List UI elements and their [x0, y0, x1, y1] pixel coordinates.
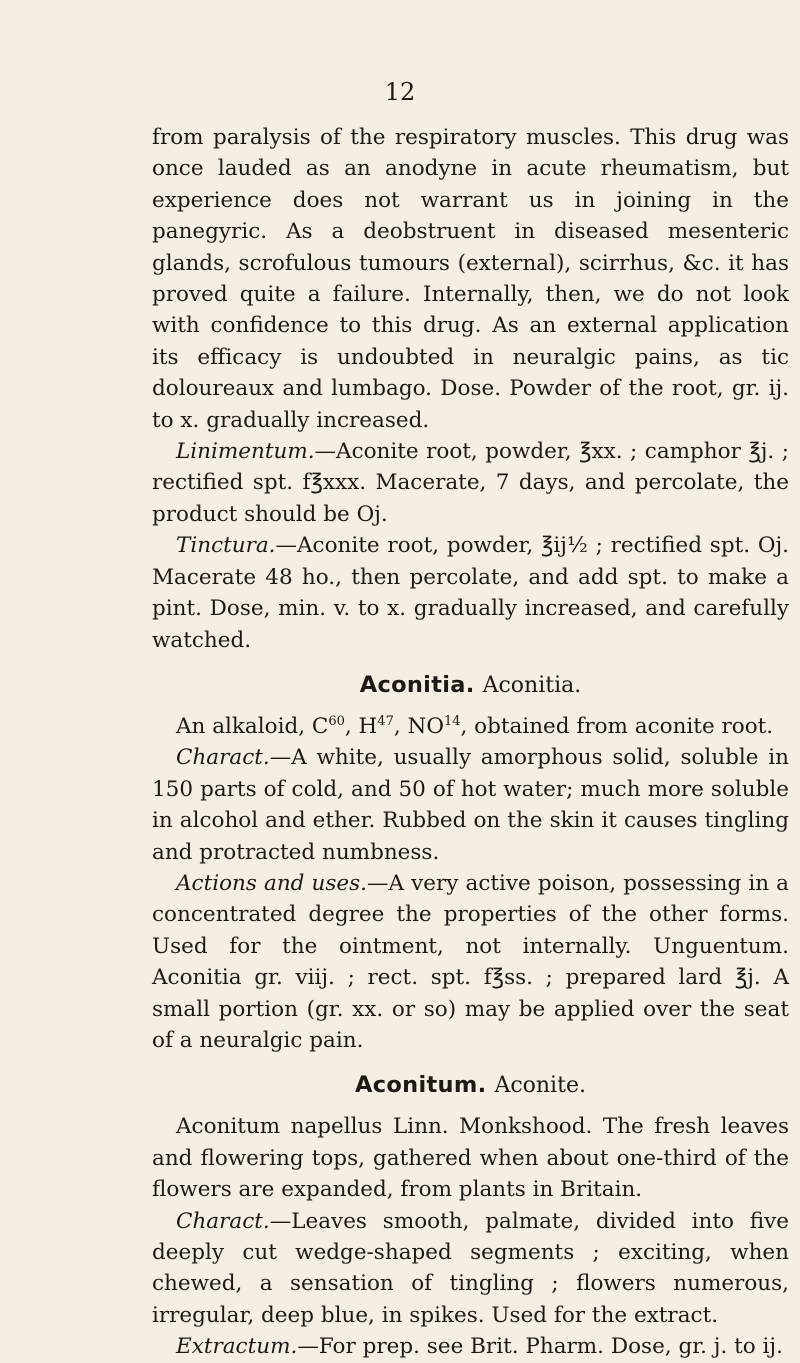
formula-carbon-count: 60: [328, 713, 345, 729]
aconitia-heading: [152, 670, 789, 701]
aconitia-charact-text: —A white, usually amorphous solid, soluble in 150 parts of cold, and 50 of hot water; much more soluble in alcohol and ether. Rubbed on the skin it causes tingling and protracted numbness.: [152, 745, 789, 865]
aconitia-charact-paragraph: [152, 742, 789, 868]
tinctura-term: Tinctura.: [176, 533, 276, 559]
aconitum-heading: [152, 1070, 789, 1101]
linimentum-paragraph: [152, 436, 789, 530]
aconitia-actions-text: —A very active poison, possessing in a concentrated degree the properties of the other forms. Used for the ointment, not internally. Unguentum. Aconitia gr. viij. ; rect. spt. f℥ss. ; prepared lard ℥j. A small portion (gr. xx. or so) may be applied over the seat of a neuralgic pain.: [152, 870, 790, 1053]
formula-post: , obtained from aconite root.: [460, 713, 774, 739]
aconitum-heading-subtitle: Aconite.: [494, 1073, 586, 1099]
aconitum-charact-text: —Leaves smooth, palmate, divided into five deeply cut wedge-shaped segments ; exciting, when chewed, a sensation of tingling ; flowers numerous, irregular, deep blue, in spikes. Used for the extract.: [152, 1208, 789, 1328]
aconitum-extractum-paragraph: [152, 1331, 789, 1362]
formula-pre: An alkaloid, C: [176, 713, 329, 739]
formula-h-pre: , H: [344, 713, 378, 739]
formula-nitrogen-oxygen-count: 14: [443, 713, 461, 729]
aconitia-charact-term: Charact.: [176, 745, 270, 771]
linimentum-text: —Aconite root, powder, ℥xx. ; camphor ℥j. ; rectified spt. f℥xxx. Macerate, 7 days, and percolate, the product should be Oj.: [152, 439, 789, 527]
aconitum-intro-paragraph: Aconitum napellus Linn. Monkshood. The fresh leaves and flowering tops, gathered when about one-third of the flowers are expanded, from plants in Britain.: [152, 1114, 789, 1203]
formula-hydrogen-count: 47: [377, 713, 394, 729]
formula-n-pre: , NO: [393, 713, 444, 739]
aconitia-actions-term: Actions and uses.: [176, 870, 368, 896]
continuation-paragraph: from paralysis of the respiratory muscles. This drug was once lauded as an anodyne in acute rheumatism, but experience does not warrant us in joining in the panegyric. As a deobstruent in diseased mesenteric glands, scrofulous tumours (external), scirrhus, &c. it has proved quite a failure. Internally, then, we do not look with confidence to this drug. As an external application its efficacy is undoubted in neuralgic pains, as tic doloureaux and lumbago. Dose. Powder of the root, gr. ij. to x. gradually increased.: [152, 125, 789, 433]
aconitia-actions-paragraph: [152, 868, 789, 1056]
page-body: [152, 122, 789, 1363]
aconitum-extractum-term: Extractum.: [176, 1334, 298, 1360]
aconitum-extractum-text: —For prep. see Brit. Pharm. Dose, gr. j. to ij.: [297, 1334, 783, 1360]
tinctura-paragraph: [152, 530, 789, 656]
aconitum-charact-term: Charact.: [176, 1208, 270, 1234]
page-number: 12: [384, 78, 416, 106]
aconitum-charact-paragraph: [152, 1206, 789, 1332]
aconitia-heading-title: Aconitia.: [359, 671, 475, 698]
aconitia-heading-subtitle: Aconitia.: [482, 672, 582, 698]
aconitum-heading-title: Aconitum.: [355, 1072, 487, 1099]
aconitia-formula-paragraph: [152, 711, 789, 742]
linimentum-term: Linimentum.: [176, 439, 315, 465]
tinctura-text: —Aconite root, powder, ℥ij½ ; rectified spt. Oj. Macerate 48 ho., then percolate, and add spt. to make a pint. Dose, min. v. to x. gradually increased, and carefully watched.: [152, 533, 789, 653]
